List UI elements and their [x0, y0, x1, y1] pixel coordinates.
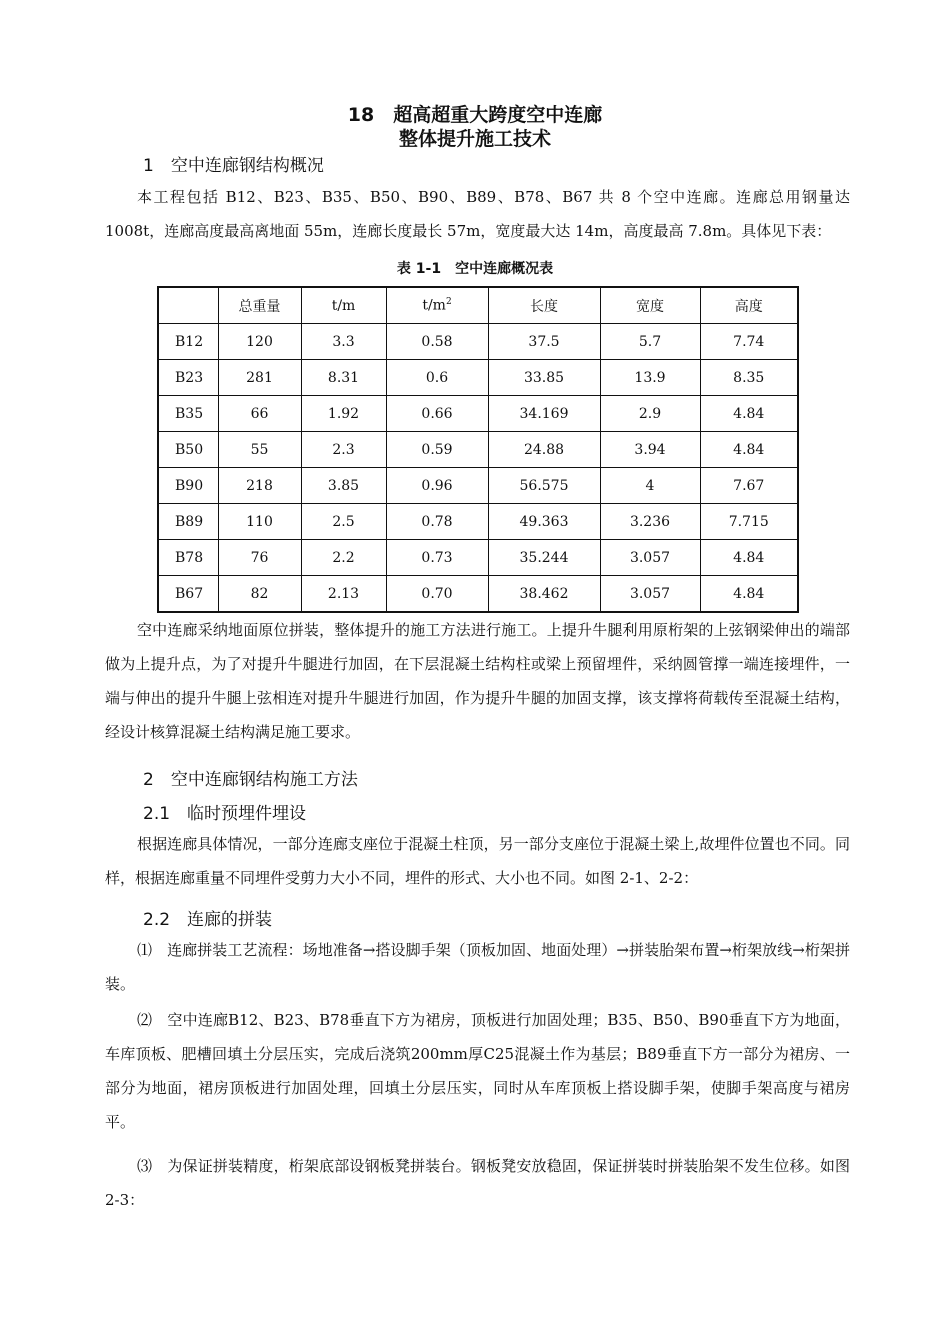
- table-caption: 表 1-1 空中连廊概况表: [396, 261, 554, 277]
- table-cell: 82: [218, 576, 301, 613]
- table-cell: 33.85: [488, 360, 600, 396]
- table-cell: B67: [158, 576, 218, 613]
- overview-table: [157, 286, 799, 613]
- table-cell: 2.3: [301, 432, 386, 468]
- table-cell: 3.85: [301, 468, 386, 504]
- table-cell: 3.3: [301, 324, 386, 360]
- table-cell: 4.84: [700, 396, 798, 432]
- table-cell: B12: [158, 324, 218, 360]
- section-2-heading: 2 空中连廊钢结构施工方法: [143, 770, 358, 790]
- table-cell: 281: [218, 360, 301, 396]
- table-row: [158, 504, 798, 540]
- table-cell: 218: [218, 468, 301, 504]
- table-cell: 76: [218, 540, 301, 576]
- table-cell: B35: [158, 396, 218, 432]
- table-cell: B90: [158, 468, 218, 504]
- assembly-item-3: ⑶ 为保证拼装精度，桁架底部设钢板凳拼装台。钢板凳安放稳固，保证拼装时拼装胎架不发生位移。如图2-3：: [105, 1157, 850, 1209]
- subsection-2-1-text: 根据连廊具体情况，一部分连廊支座位于混凝土柱顶，另一部分支座位于混凝土梁上,故埋件位置也不同。同样，根据连廊重量不同埋件受剪力大小不同，埋件的形式、大小也不同。如图 2-1、2-2：: [105, 835, 850, 887]
- table-cell: 0.78: [386, 504, 488, 540]
- table-cell: 8.31: [301, 360, 386, 396]
- table-cell: 3.236: [600, 504, 700, 540]
- header-cell: t/m: [301, 287, 386, 324]
- table-cell: B23: [158, 360, 218, 396]
- table-row: [158, 468, 798, 504]
- table-cell: 0.59: [386, 432, 488, 468]
- table-cell: 0.96: [386, 468, 488, 504]
- table-cell: 0.70: [386, 576, 488, 613]
- table-cell: 7.715: [700, 504, 798, 540]
- subsection-2-2-heading: 2.2 连廊的拼装: [143, 910, 273, 930]
- table-row: [158, 360, 798, 396]
- assembly-item-1: ⑴ 连廊拼装工艺流程：场地准备→搭设脚手架（顶板加固、地面处理）→拼装胎架布置→桁架放线→桁架拼装。: [105, 941, 850, 993]
- table-row: [158, 324, 798, 360]
- table-cell: 35.244: [488, 540, 600, 576]
- table-cell: 2.5: [301, 504, 386, 540]
- header-cell: 总重量: [218, 287, 301, 324]
- section-1-intro: 本工程包括 B12、B23、B35、B50、B90、B89、B78、B67 共 8 个空中连廊。连廊总用钢量达 1008t，连廊高度最高离地面 55m，连廊长度最长 57m，宽度最大达 14m，高度最高 7.8m。具体见下表：: [105, 188, 850, 240]
- table-cell: 110: [218, 504, 301, 540]
- table-cell: 2.9: [600, 396, 700, 432]
- table-cell: 8.35: [700, 360, 798, 396]
- table-cell: 56.575: [488, 468, 600, 504]
- table-cell: 37.5: [488, 324, 600, 360]
- table-cell: 4.84: [700, 576, 798, 613]
- header-cell: [158, 287, 218, 324]
- header-cell: 长度: [488, 287, 600, 324]
- table-cell: B50: [158, 432, 218, 468]
- table-header-row: [158, 287, 798, 324]
- doc-title-line1: 18 超高超重大跨度空中连廊: [347, 104, 603, 126]
- header-cell: 高度: [700, 287, 798, 324]
- table-cell: 0.73: [386, 540, 488, 576]
- table-cell: 0.58: [386, 324, 488, 360]
- table-cell: 24.88: [488, 432, 600, 468]
- table-cell: 49.363: [488, 504, 600, 540]
- table-cell: 66: [218, 396, 301, 432]
- table-cell: 3.94: [600, 432, 700, 468]
- method-paragraph: 空中连廊采纳地面原位拼装，整体提升的施工方法进行施工。上提升牛腿利用原桁架的上弦钢梁伸出的端部做为上提升点，为了对提升牛腿进行加固，在下层混凝土结构柱或梁上预留埋件，采纳圆管撑一端连接埋件，一端与伸出的提升牛腿上弦相连对提升牛腿进行加固，作为提升牛腿的加固支撑，该支撑将荷载传至混凝土结构，经设计核算混凝土结构满足施工要求。: [105, 621, 850, 741]
- table-cell: 13.9: [600, 360, 700, 396]
- table-cell: 34.169: [488, 396, 600, 432]
- table-cell: 3.057: [600, 576, 700, 613]
- table-cell: 7.67: [700, 468, 798, 504]
- table-cell: 1.92: [301, 396, 386, 432]
- table-cell: 0.6: [386, 360, 488, 396]
- table-cell: 120: [218, 324, 301, 360]
- subsection-2-1-heading: 2.1 临时预埋件埋设: [143, 804, 307, 824]
- table-cell: 38.462: [488, 576, 600, 613]
- table-cell: 7.74: [700, 324, 798, 360]
- table-cell: 55: [218, 432, 301, 468]
- table-cell: B78: [158, 540, 218, 576]
- table-cell: B89: [158, 504, 218, 540]
- table-cell: 2.2: [301, 540, 386, 576]
- table-row: [158, 432, 798, 468]
- section-1-heading: 1 空中连廊钢结构概况: [143, 156, 324, 176]
- doc-title-line2: 整体提升施工技术: [398, 128, 551, 150]
- table-cell: 4.84: [700, 540, 798, 576]
- header-unit: t/m: [422, 297, 446, 314]
- table-cell: 3.057: [600, 540, 700, 576]
- table-row: [158, 576, 798, 613]
- header-cell: 宽度: [600, 287, 700, 324]
- assembly-item-2: ⑵ 空中连廊B12、B23、B78垂直下方为裙房，顶板进行加固处理；B35、B50、B90垂直下方为地面，车库顶板、肥槽回填土分层压实，完成后浇筑200mm厚C25混凝土作为基层；B89垂直下方一部分为裙房、一部分为地面，裙房顶板进行加固处理，回填土分层压实，同时从车库顶板上搭设脚手架，使脚手架高度与裙房平。: [105, 1011, 850, 1131]
- table-row: [158, 396, 798, 432]
- table-cell: 5.7: [600, 324, 700, 360]
- header-superscript: 2: [445, 297, 452, 308]
- table-row: [158, 540, 798, 576]
- header-cell: [386, 287, 488, 324]
- table-cell: 0.66: [386, 396, 488, 432]
- table-cell: 4.84: [700, 432, 798, 468]
- table-cell: 4: [600, 468, 700, 504]
- table-cell: 2.13: [301, 576, 386, 613]
